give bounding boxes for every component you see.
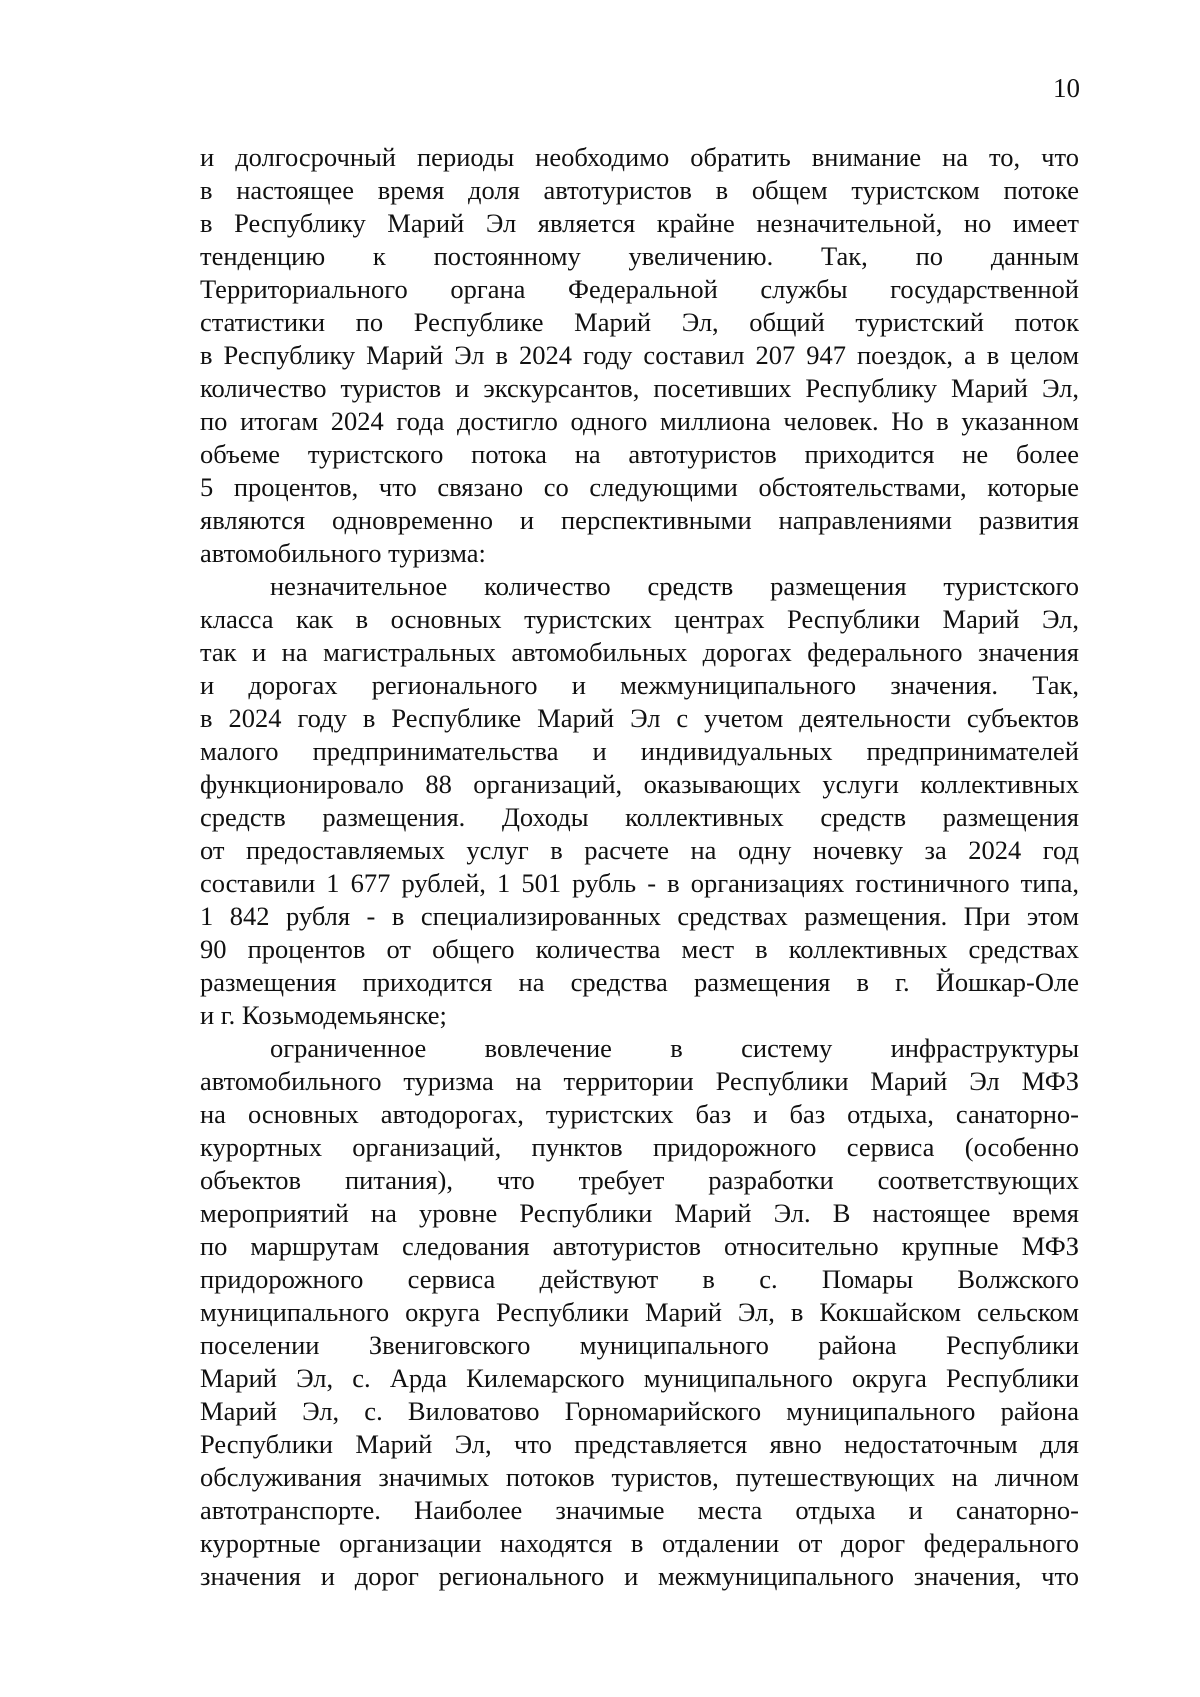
page-number: 10 [1053, 73, 1080, 103]
document-body [200, 141, 1079, 1593]
text-line: функционировало 88 организаций, оказывающих услуги коллективных [200, 769, 1079, 799]
text-line: мероприятий на уровне Республики Марий Эл. В настоящее время [200, 1198, 1079, 1228]
text-line: автотранспорте. Наиболее значимые места отдыха и санаторно- [200, 1495, 1079, 1525]
text-line: в Республику Марий Эл является крайне незначительной, но имеет [200, 208, 1079, 238]
text-line: по маршрутам следования автотуристов относительно крупные МФЗ [200, 1231, 1079, 1261]
text-line: малого предпринимательства и индивидуальных предпринимателей [200, 736, 1079, 766]
text-line: так и на магистральных автомобильных дорогах федерального значения [200, 637, 1079, 667]
text-line: средств размещения. Доходы коллективных средств размещения [200, 802, 1079, 832]
text-line: автомобильного туризма: [200, 538, 486, 568]
text-line: являются одновременно и перспективными направлениями развития [200, 505, 1079, 535]
text-line: и долгосрочный периоды необходимо обратить внимание на то, что [200, 142, 1079, 172]
text-line: Республики Марий Эл, что представляется явно недостаточным для [200, 1429, 1079, 1459]
text-line: Марий Эл, с. Арда Килемарского муниципального округа Республики [200, 1363, 1079, 1393]
text-line: муниципального округа Республики Марий Эл, в Кокшайском сельском [200, 1297, 1079, 1327]
text-line: поселении Звениговского муниципального района Республики [200, 1330, 1079, 1360]
text-line: в Республику Марий Эл в 2024 году составил 207 947 поездок, а в целом [200, 340, 1079, 370]
text-line: объеме туристского потока на автотуристов приходится не более [200, 439, 1079, 469]
text-line: автомобильного туризма на территории Республики Марий Эл МФЗ [200, 1066, 1079, 1096]
text-line: на основных автодорогах, туристских баз и баз отдыха, санаторно- [200, 1099, 1079, 1129]
text-line: класса как в основных туристских центрах Республики Марий Эл, [200, 604, 1079, 634]
text-line: по итогам 2024 года достигло одного миллиона человек. Но в указанном [200, 406, 1079, 436]
text-line: от предоставляемых услуг в расчете на одну ночевку за 2024 год [200, 835, 1079, 865]
text-line: ограниченное вовлечение в систему инфраструктуры [270, 1033, 1079, 1063]
text-line: 1 842 рубля - в специализированных средствах размещения. При этом [200, 901, 1079, 931]
text-line: статистики по Республике Марий Эл, общий туристский поток [200, 307, 1079, 337]
text-line: и дорогах регионального и межмуниципального значения. Так, [200, 670, 1079, 700]
text-line: 5 процентов, что связано со следующими обстоятельствами, которые [200, 472, 1079, 502]
text-line: в 2024 году в Республике Марий Эл с учетом деятельности субъектов [200, 703, 1079, 733]
text-line: составили 1 677 рублей, 1 501 рубль - в организациях гостиничного типа, [200, 868, 1079, 898]
text-line: количество туристов и экскурсантов, посетивших Республику Марий Эл, [200, 373, 1079, 403]
text-line: придорожного сервиса действуют в с. Помары Волжского [200, 1264, 1079, 1294]
text-line: размещения приходится на средства размещения в г. Йошкар-Оле [200, 967, 1079, 997]
text-line: обслуживания значимых потоков туристов, путешествующих на личном [200, 1462, 1079, 1492]
text-line: незначительное количество средств размещения туристского [270, 571, 1079, 601]
text-line: в настоящее время доля автотуристов в общем туристском потоке [200, 175, 1079, 205]
text-line: Территориального органа Федеральной службы государственной [200, 274, 1079, 304]
text-line: и г. Козьмодемьянске; [200, 1000, 447, 1030]
text-line: объектов питания), что требует разработки соответствующих [200, 1165, 1079, 1195]
text-line: курортные организации находятся в отдалении от дорог федерального [200, 1528, 1079, 1558]
text-line: Марий Эл, с. Виловатово Горномарийского муниципального района [200, 1396, 1079, 1426]
text-line: значения и дорог регионального и межмуниципального значения, что [200, 1561, 1079, 1591]
text-line: 90 процентов от общего количества мест в коллективных средствах [200, 934, 1079, 964]
text-line: курортных организаций, пунктов придорожного сервиса (особенно [200, 1132, 1079, 1162]
text-line: тенденцию к постоянному увеличению. Так, по данным [200, 241, 1079, 271]
